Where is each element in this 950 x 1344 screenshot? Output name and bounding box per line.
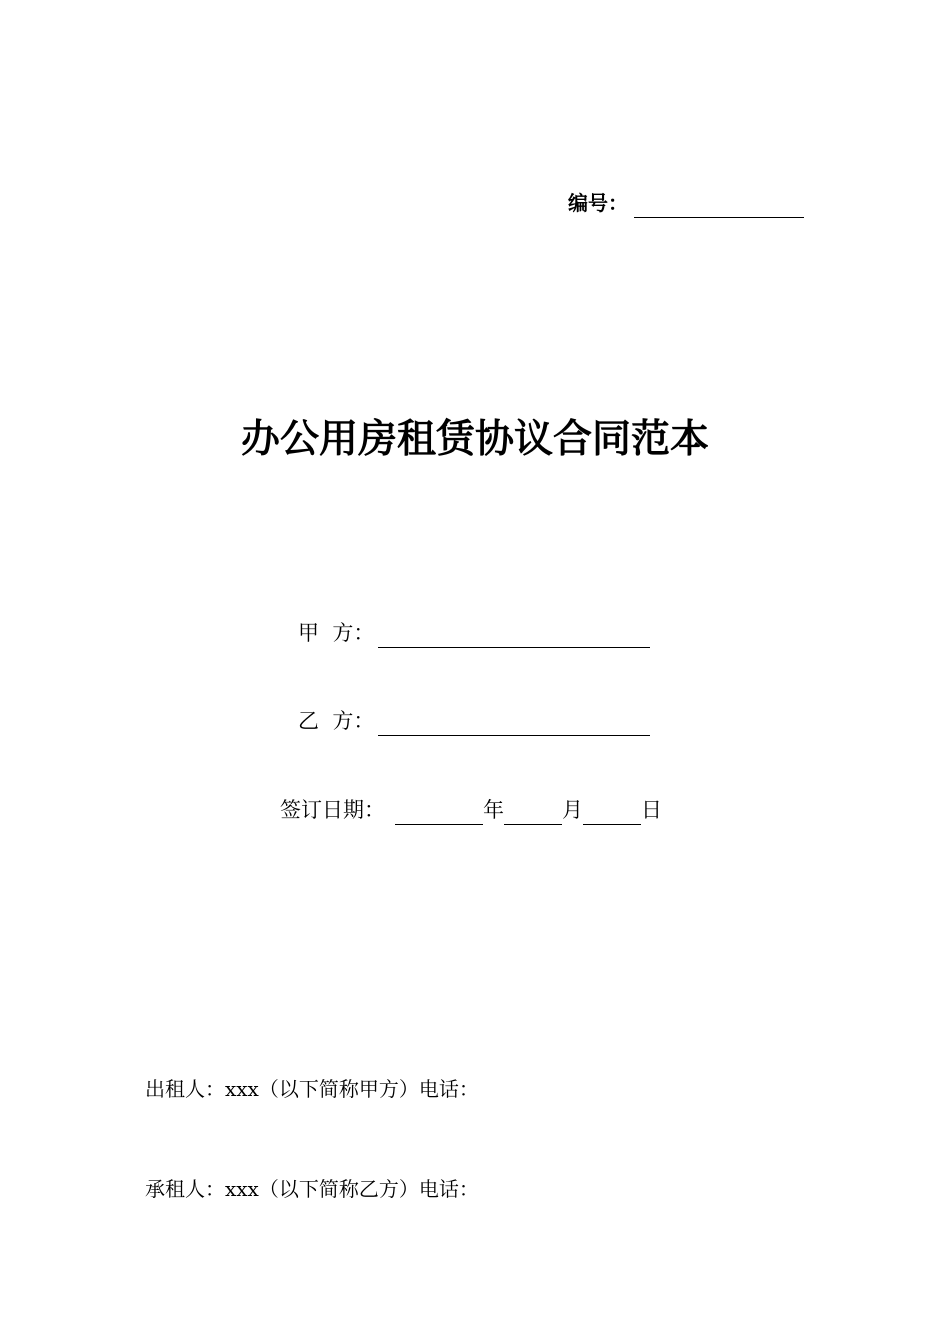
serial-number-blank[interactable]	[634, 195, 804, 218]
lessee-line: 承租人：xxx（以下简称乙方）电话：	[145, 1177, 479, 1201]
party-b-label: 乙 方：	[298, 709, 375, 733]
year-blank[interactable]	[395, 800, 483, 825]
day-blank[interactable]	[583, 800, 641, 825]
party-a-label: 甲 方：	[298, 621, 375, 645]
serial-number-field	[568, 188, 804, 218]
document-title: 办公用房租赁协议合同范本	[240, 417, 709, 462]
signing-date-field	[280, 795, 662, 825]
party-a-blank[interactable]	[378, 623, 650, 648]
serial-number-label: 编号：	[568, 191, 628, 215]
month-unit: 月	[562, 798, 583, 822]
month-blank[interactable]	[504, 800, 562, 825]
lessor-line: 出租人：xxx（以下简称甲方）电话：	[145, 1077, 479, 1101]
party-a-field	[298, 618, 650, 648]
party-b-blank[interactable]	[378, 711, 650, 736]
day-unit: 日	[641, 798, 662, 822]
party-b-field	[298, 706, 650, 736]
year-unit: 年	[483, 798, 504, 822]
signing-date-label: 签订日期：	[280, 798, 385, 822]
